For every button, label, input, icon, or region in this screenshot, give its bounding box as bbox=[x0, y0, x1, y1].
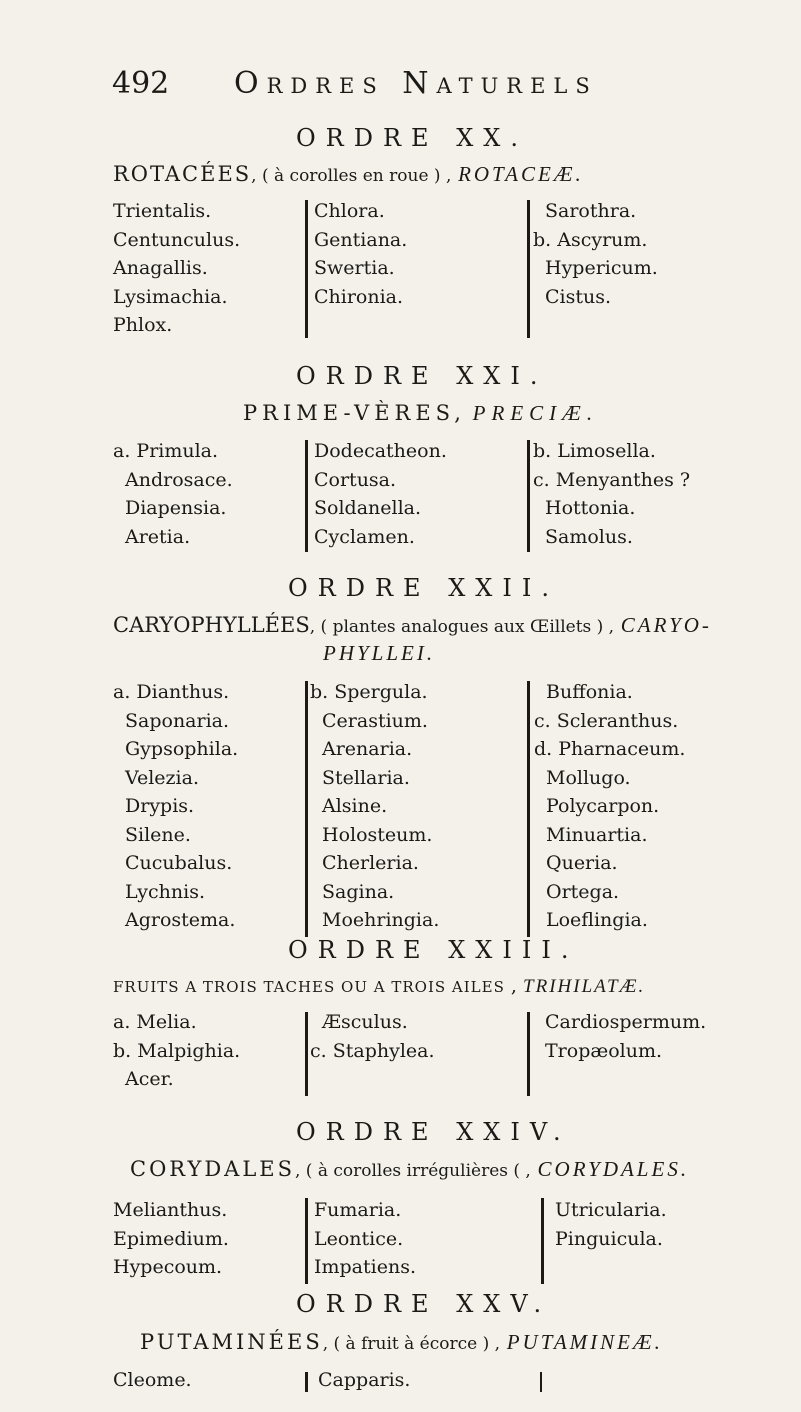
genus-item: Fumaria. bbox=[314, 1199, 402, 1221]
ordre-20-heading bbox=[113, 162, 584, 187]
genus-item: Cucubalus. bbox=[125, 852, 233, 874]
genus-item: Holosteum. bbox=[322, 823, 433, 846]
column-divider bbox=[305, 200, 308, 338]
column-divider bbox=[305, 440, 308, 552]
genus-item: Tropæolum. bbox=[545, 1039, 663, 1062]
genus-item: b. Spergula. bbox=[310, 681, 428, 703]
column-divider bbox=[305, 1012, 308, 1096]
column-divider bbox=[305, 1198, 308, 1284]
column-divider bbox=[541, 1198, 544, 1284]
genus-item: b. Ascyrum. bbox=[533, 228, 648, 251]
page-number: 492 bbox=[112, 66, 170, 101]
genus-item: Cistus. bbox=[545, 285, 612, 308]
ordre-21-heading bbox=[243, 401, 598, 426]
ordre-23-heading bbox=[113, 975, 645, 998]
ordre-25-heading bbox=[140, 1330, 663, 1355]
ordre-23-col-1 bbox=[113, 1008, 240, 1094]
genus-item: Minuartia. bbox=[546, 823, 648, 846]
genus-item: c. Staphylea. bbox=[310, 1039, 435, 1062]
ordre-21-col-2 bbox=[314, 437, 447, 551]
column-divider bbox=[527, 1012, 530, 1096]
ordre-24-latin: CORYDALES. bbox=[537, 1157, 690, 1181]
genus-item: Alsine. bbox=[322, 795, 388, 817]
ordre-24-heading bbox=[130, 1157, 689, 1182]
running-title: Ordres Naturels bbox=[234, 66, 598, 101]
genus-item: Gentiana. bbox=[314, 228, 408, 251]
genus-item: Pinguicula. bbox=[555, 1227, 663, 1250]
ordre-22-name: CARYOPHYLLÉES bbox=[113, 613, 310, 637]
genus-item: Cyclamen. bbox=[314, 525, 415, 548]
ordre-22-heading bbox=[113, 613, 712, 638]
ordre-22-title: ORDRE XXII. bbox=[288, 574, 559, 602]
ordre-22-col-2 bbox=[310, 678, 439, 935]
ordre-22-col-1 bbox=[113, 678, 238, 935]
genus-item: Ortega. bbox=[546, 880, 620, 903]
ordre-22-desc: , ( plantes analogues aux Œillets ) , bbox=[309, 617, 615, 637]
genus-item: c. Menyanthes ? bbox=[533, 468, 691, 491]
genus-item: Velezia. bbox=[125, 766, 199, 789]
genus-item: Hypecoum. bbox=[113, 1256, 223, 1278]
genus-item: Saponaria. bbox=[125, 709, 230, 732]
ordre-21-col-1 bbox=[113, 437, 233, 551]
ordre-25-col-1 bbox=[113, 1366, 192, 1395]
genus-item: Agrostema. bbox=[125, 909, 236, 931]
genus-item: Centunculus. bbox=[113, 228, 241, 251]
genus-item: Arenaria. bbox=[322, 738, 413, 760]
genus-item: Cortusa. bbox=[314, 468, 397, 491]
genus-item: Gypsophila. bbox=[125, 738, 239, 760]
ordre-23-title: ORDRE XXIII. bbox=[288, 936, 579, 964]
ordre-24-col-2 bbox=[314, 1196, 416, 1282]
genus-item: Leontice. bbox=[314, 1227, 404, 1250]
ordre-24-col-1 bbox=[113, 1196, 229, 1282]
genus-item: Æsculus. bbox=[322, 1011, 408, 1033]
genus-item: Stellaria. bbox=[322, 766, 410, 789]
ordre-22-col-3 bbox=[534, 678, 685, 935]
genus-item: Buffonia. bbox=[546, 681, 633, 703]
genus-item: Utricularia. bbox=[555, 1199, 667, 1221]
genus-item: c. Scleranthus. bbox=[534, 709, 679, 732]
genus-item: Swertia. bbox=[314, 257, 395, 279]
genus-item: Chironia. bbox=[314, 285, 404, 308]
genus-item: Moehringia. bbox=[322, 909, 440, 931]
genus-item: Sagina. bbox=[322, 880, 395, 903]
genus-item: Cerastium. bbox=[322, 709, 428, 732]
genus-item: b. Limosella. bbox=[533, 440, 656, 462]
genus-item: Drypis. bbox=[125, 795, 195, 817]
genus-item: a. Melia. bbox=[113, 1011, 197, 1033]
ordre-24-desc: , ( à corolles irrégulières ( , bbox=[294, 1161, 531, 1181]
column-divider bbox=[527, 200, 530, 338]
ordre-25-title: ORDRE XXV. bbox=[296, 1290, 552, 1318]
ordre-20-desc: , ( à corolles en roue ) , bbox=[251, 166, 452, 186]
genus-item: Lychnis. bbox=[125, 880, 205, 903]
ordre-20-col-3 bbox=[533, 197, 658, 311]
ordre-25-latin: PUTAMINEÆ. bbox=[506, 1330, 663, 1354]
genus-item: Dodecatheon. bbox=[314, 440, 447, 462]
ordre-24-col-3 bbox=[555, 1196, 667, 1253]
ordre-23-col-2 bbox=[310, 1008, 435, 1065]
genus-item: Acer. bbox=[125, 1068, 174, 1090]
ordre-25-desc: , ( à fruit à écorce ) , bbox=[322, 1334, 501, 1354]
genus-item: Anagallis. bbox=[113, 257, 208, 279]
ordre-23-name: FRUITS A TROIS TACHES OU A TROIS AILES bbox=[113, 978, 505, 996]
ordre-21-title: ORDRE XXI. bbox=[296, 362, 548, 390]
ordre-22-latin-a: CARYO- bbox=[620, 613, 712, 637]
genus-item: Chlora. bbox=[314, 200, 385, 222]
genus-item: a. Dianthus. bbox=[113, 681, 230, 703]
genus-item: Silene. bbox=[125, 823, 191, 846]
genus-item: Hottonia. bbox=[545, 497, 636, 519]
column-divider bbox=[305, 681, 308, 937]
column-divider bbox=[305, 1372, 308, 1392]
ordre-22-latin-b: PHYLLEI. bbox=[323, 641, 436, 665]
genus-item: Hypericum. bbox=[545, 257, 658, 279]
genus-item: Aretia. bbox=[125, 525, 191, 548]
genus-item: Loeflingia. bbox=[546, 909, 648, 931]
genus-item: Lysimachia. bbox=[113, 285, 228, 308]
ordre-20-col-2 bbox=[314, 197, 407, 311]
genus-item: Mollugo. bbox=[546, 766, 631, 789]
ordre-25-col-2 bbox=[318, 1366, 410, 1395]
genus-item: Androsace. bbox=[125, 468, 233, 491]
genus-item: d. Pharnaceum. bbox=[534, 738, 686, 760]
ordre-20-name: ROTACÉES bbox=[113, 162, 252, 186]
ordre-21-col-3 bbox=[533, 437, 690, 551]
genus-item: Soldanella. bbox=[314, 497, 422, 519]
genus-item: Samolus. bbox=[545, 525, 633, 548]
genus-item: Trientalis. bbox=[113, 200, 212, 222]
genus-item: Cherleria. bbox=[322, 852, 419, 874]
genus-item: Cardiospermum. bbox=[545, 1011, 707, 1033]
ordre-25-name: PUTAMINÉES bbox=[140, 1330, 323, 1354]
genus-item: Phlox. bbox=[113, 314, 173, 336]
genus-item: Cleome. bbox=[113, 1369, 192, 1391]
ordre-20-latin: ROTACEÆ. bbox=[458, 162, 584, 186]
ordre-21-name: PRIME-VÈRES, bbox=[243, 401, 466, 425]
ordre-20-col-1 bbox=[113, 197, 240, 340]
genus-item: Epimedium. bbox=[113, 1227, 229, 1250]
ordre-24-title: ORDRE XXIV. bbox=[296, 1118, 571, 1146]
column-divider bbox=[540, 1372, 542, 1392]
genus-item: Diapensia. bbox=[125, 497, 227, 519]
genus-item: Capparis. bbox=[318, 1369, 411, 1391]
genus-item: Queria. bbox=[546, 852, 618, 874]
ordre-21-latin: PRECIÆ. bbox=[472, 401, 599, 425]
genus-item: Melianthus. bbox=[113, 1199, 228, 1221]
genus-item: Impatiens. bbox=[314, 1256, 416, 1278]
column-divider bbox=[527, 681, 530, 937]
genus-item: Sarothra. bbox=[545, 200, 637, 222]
genus-item: b. Malpighia. bbox=[113, 1039, 241, 1062]
ordre-23-latin: TRIHILATÆ. bbox=[523, 976, 646, 997]
genus-item: Polycarpon. bbox=[546, 795, 660, 817]
column-divider bbox=[527, 440, 530, 552]
ordre-23-col-3 bbox=[545, 1008, 706, 1065]
genus-item: a. Primula. bbox=[113, 440, 219, 462]
ordre-24-name: CORYDALES bbox=[130, 1157, 295, 1181]
ordre-23-sep: , bbox=[510, 975, 517, 997]
ordre-20-title: ORDRE XX. bbox=[296, 124, 529, 152]
